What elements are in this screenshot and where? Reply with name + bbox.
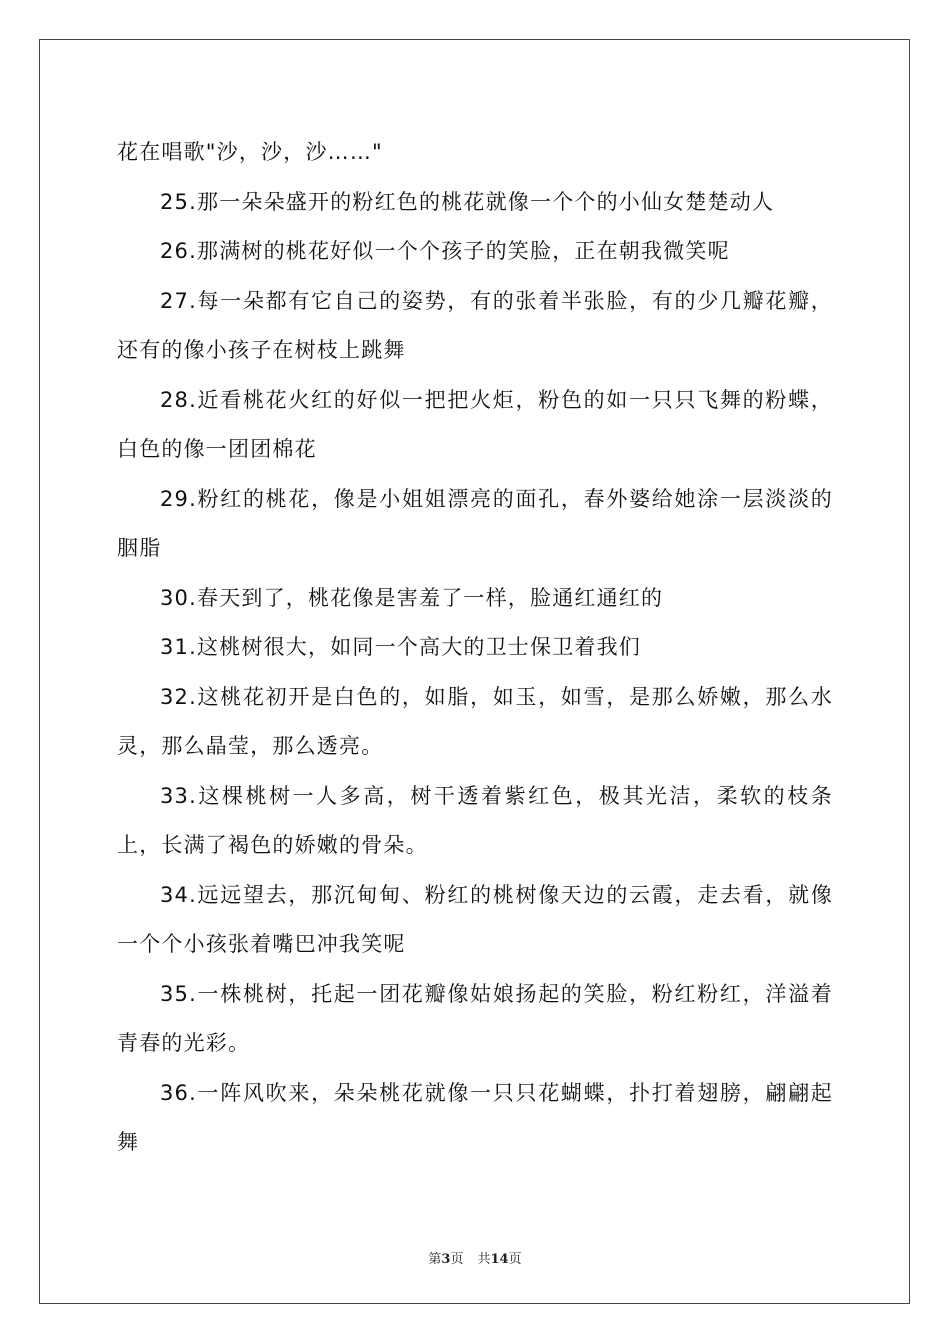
total-pages-number: 14 [490,1252,509,1267]
current-page-number: 3 [441,1252,451,1267]
paragraph-continuation: 花在唱歌"沙，沙，沙……" [117,140,383,164]
document-body [117,128,833,1168]
footer-prefix: 第 [428,1252,442,1267]
footer-page-suffix: 页 [450,1252,464,1267]
paragraph-31: 31.这桃树很大，如同一个高大的卫士保卫着我们 [160,635,641,659]
page-footer [0,1248,950,1267]
paragraph-30: 30.春天到了，桃花像是害羞了一样，脸通红通红的 [160,585,664,610]
paragraph-34: 34.远远望去，那沉甸甸、粉红的桃树像天边的云霞，走去看，就像一个个小孩张着嘴巴冲我笑呢 [117,882,833,956]
paragraph-25: 25.那一朵朵盛开的粉红色的桃花就像一个个的小仙女楚楚动人 [160,189,775,214]
paragraph-32: 32.这桃花初开是白色的，如脂，如玉，如雪，是那么娇嫩，那么水灵，那么晶莹，那么透亮。 [117,684,833,758]
paragraph-27: 27.每一朵都有它自己的姿势，有的张着半张脸，有的少几瓣花瓣，还有的像小孩子在树枝上跳舞 [117,288,833,362]
footer-total-suffix: 页 [508,1252,522,1267]
paragraph-26: 26.那满树的桃花好似一个个孩子的笑脸，正在朝我微笑呢 [160,239,730,263]
paragraph-29: 29.粉红的桃花，像是小姐姐漂亮的面孔，春外婆给她涂一层淡淡的胭脂 [117,486,833,560]
paragraph-35: 35.一株桃树，托起一团花瓣像姑娘扬起的笑脸，粉红粉红，洋溢着青春的光彩。 [117,981,833,1055]
footer-total-prefix: 共 [477,1252,491,1267]
paragraph-28: 28.近看桃花火红的好似一把把火炬，粉色的如一只只飞舞的粉蝶，白色的像一团团棉花 [117,387,833,461]
paragraph-33: 33.这棵桃树一人多高，树干透着紫红色，极其光洁，柔软的枝条上，长满了褐色的娇嫩的骨朵。 [117,783,833,857]
paragraph-36: 36.一阵风吹来，朵朵桃花就像一只只花蝴蝶，扑打着翅膀，翩翩起舞 [117,1080,833,1154]
